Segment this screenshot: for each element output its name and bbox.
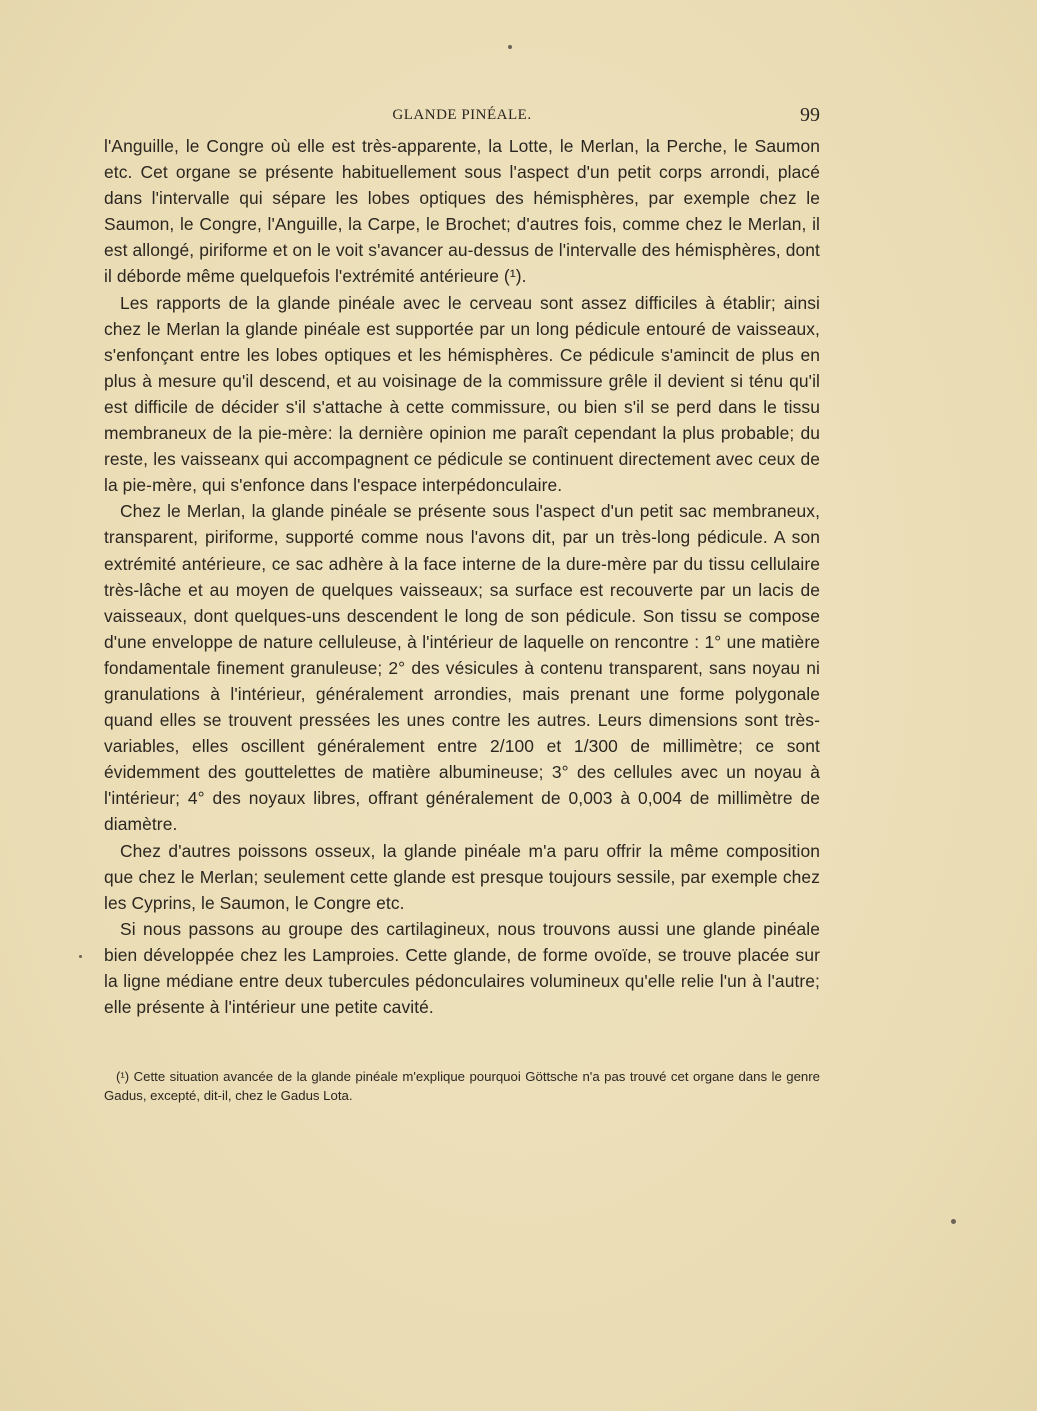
page-number: 99: [800, 104, 820, 126]
paragraph: Si nous passons au groupe des cartilagineux, nous trouvons aussi une glande pinéale bien développée chez les Lamproies. Cette glande, de forme ovoïde, se trouve placée sur la ligne médiane entre deux tubercules pédonculaires volumineux qu'elle relie l'un à l'autre; elle présente à l'intérieur une petite cavité.: [104, 918, 820, 1018]
ink-speck: [951, 1219, 956, 1224]
footnote: [104, 1067, 820, 1105]
paragraph: Les rapports de la glande pinéale avec le cerveau sont assez difficiles à établir; ainsi chez le Merlan la glande pinéale est supportée par un long pédicule entouré de vaisseaux, s'enfonçant entre les lobes optiques et les hémisphères. Ce pédicule s'amincit de plus en plus à mesure qu'il descend, et au voisinage de la commissure grêle il devient si ténu qu'il est difficile de décider s'il s'attache à cette commissure, ou bien s'il se perd dans le tissu membraneux de la pie-mère: la dernière opinion me paraît cependant la plus probable; du reste, les vaisseanx qui accompagnent ce pédicule se continuent directement avec ceux de la pie-mère, qui s'enfonce dans l'espace interpédonculaire.: [104, 292, 820, 496]
running-header: [104, 104, 820, 130]
paragraph: Chez le Merlan, la glande pinéale se présente sous l'aspect d'un petit sac membraneux, transparent, piriforme, supporté comme nous l'avons dit, par un très-long pédicule. A son extrémité antérieure, ce sac adhère à la face interne de la dure-mère par du tissu cellulaire très-lâche et au moyen de quelques vaisseaux; sa surface est recouverte par un lacis de vaisseaux, dont quelques-uns descendent le long de son pédicule. Son tissu se compose d'une enveloppe de nature celluleuse, à l'intérieur de laquelle on rencontre : 1° une matière fondamentale finement granuleuse; 2° des vésicules à contenu transparent, sans noyau ni granulations à l'intérieur, généralement arrondies, mais prenant une forme polygonale quand elles se trouvent pressées les unes contre les autres. Leurs dimensions sont très-variables, elles oscillent généralement entre 2/100 et 1/300 de millimètre; ce sont évidemment des gouttelettes de matière albumineuse; 3° des cellules avec un noyau à l'intérieur; 4° des noyaux libres, offrant généralement de 0,003 à 0,004 de millimètre de diamètre.: [104, 501, 820, 835]
body-text: [104, 133, 820, 1020]
ink-speck: [508, 45, 512, 49]
paragraph: l'Anguille, le Congre où elle est très-apparente, la Lotte, le Merlan, la Perche, le Saumon etc. Cet organe se présente habituellement sous l'aspect d'un petit corps arrondi, placé dans l'intervalle qui sépare les lobes optiques des hémisphères, par exemple chez le Saumon, le Congre, l'Anguille, la Carpe, le Brochet; d'autres fois, comme chez le Merlan, il est allongé, piriforme et on le voit s'avancer au-dessus de l'intervalle des hémisphères, dont il déborde même quelquefois l'extrémité antérieure (¹).: [104, 136, 820, 287]
footnote-text: (¹) Cette situation avancée de la glande pinéale m'explique pourquoi Göttsche n'a pas trouvé cet organe dans le genre Gadus, excepté, dit-il, chez le Gadus Lota.: [104, 1069, 820, 1103]
ink-speck: [79, 955, 82, 958]
paragraph: Chez d'autres poissons osseux, la glande pinéale m'a paru offrir la même composition que chez le Merlan; seulement cette glande est presque toujours sessile, par exemple chez les Cyprins, le Saumon, le Congre etc.: [104, 840, 820, 913]
running-title: GLANDE PINÉALE.: [392, 107, 532, 123]
